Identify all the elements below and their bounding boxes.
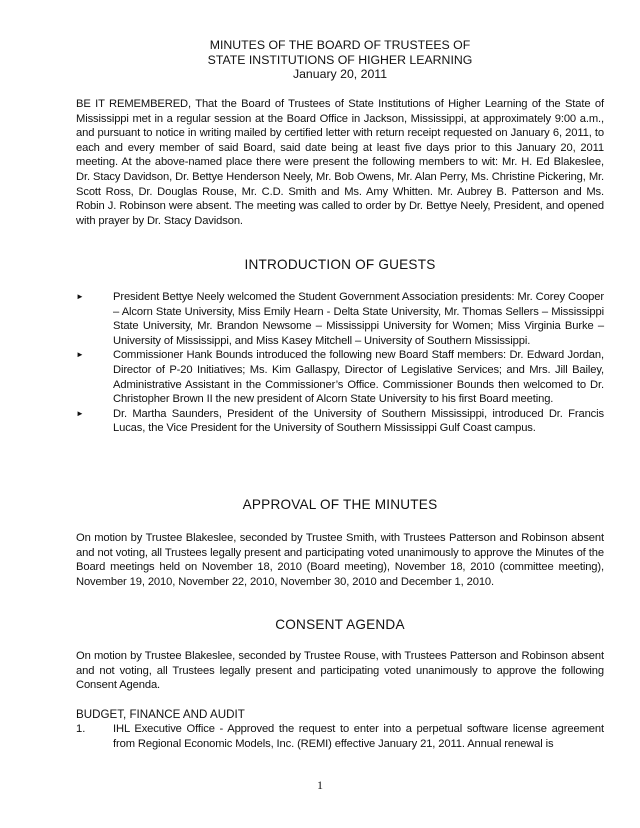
guest-item-text: Commissioner Hank Bounds introduced the following new Board Staff members: Dr. Edward Jordan, Director of P-20 Initiatives; Ms. Kim Gallaspy, Director of Legislative Services; and Mrs. Jill Bailey, Administrative Assistant in the Commissioner’s Office. Commissioner Bounds then welcomed to Dr. Christopher Brown II the new president of Alcorn State University to his first Board meeting. — [113, 349, 604, 406]
item-number: 1. — [76, 723, 86, 735]
guests-list — [76, 290, 604, 436]
bullet-icon: ► — [76, 350, 84, 360]
guest-item-text: Dr. Martha Saunders, President of the University of Southern Mississippi, introduced Dr. Francis Lucas, the Vice President for the University of Southern Mississippi Gulf Coast campus. — [113, 407, 604, 435]
bullet-icon: ► — [76, 292, 84, 301]
budget-finance-audit-heading: BUDGET, FINANCE AND AUDIT — [76, 708, 245, 721]
minutes-header — [76, 38, 604, 82]
meeting-date: January 20, 2011 — [292, 67, 388, 81]
guests-section-title: INTRODUCTION OF GUESTS — [244, 257, 436, 272]
list-item — [76, 348, 604, 406]
list-item — [76, 407, 604, 436]
minutes-section-title: APPROVAL OF THE MINUTES — [242, 497, 438, 512]
header-line-2: STATE INSTITUTIONS OF HIGHER LEARNING — [207, 52, 473, 67]
consent-item-1 — [76, 722, 604, 751]
page-number: 1 — [317, 778, 323, 792]
item-text: IHL Executive Office - Approved the request to enter into a perpetual software license agreement from Regional Economic Models, Inc. (REMI) effective January 21, 2011. Annual renewal is — [113, 723, 604, 750]
header-line-1: MINUTES OF THE BOARD OF TRUSTEES OF — [209, 38, 471, 52]
opening-paragraph: BE IT REMEMBERED, That the Board of Trustees of State Institutions of Higher Learning of the State of Mississippi met in a regular session at the Board Office in Jackson, Mississippi, at approximately 9:00 a.m., and pursuant to notice in writing mailed by certified letter with return receipt requested on January 6, 2011, to each and every member of said Board, said date being at least five days prior to this January 20, 2011 meeting. At the above-named place there were present the following members to wit: Mr. H. Ed Blakeslee, Dr. Stacy Davidson, Dr. Bettye Henderson Neely, Mr. Bob Owens, Mr. Alan Perry, Ms. Christine Pickering, Mr. Scott Ross, Dr. Douglas Rouse, Mr. C.D. Smith and Ms. Amy Whitten. Mr. Aubrey B. Patterson and Ms. Robin J. Robinson were absent. The meeting was called to order by Dr. Bettye Neely, President, and opened with prayer by Dr. Stacy Davidson. — [76, 98, 604, 227]
list-item — [76, 290, 604, 348]
consent-section-title: CONSENT AGENDA — [275, 617, 405, 632]
bullet-icon: ► — [76, 408, 84, 418]
consent-paragraph: On motion by Trustee Blakeslee, seconded by Trustee Rouse, with Trustees Patterson and Robinson absent and not voting, all Trustees legally present and participating voted unanimously to approve the following Consent Agenda. — [76, 650, 604, 692]
minutes-paragraph: On motion by Trustee Blakeslee, seconded by Trustee Smith, with Trustees Patterson and Robinson absent and not voting, all Trustees legally present and participating voted unanimously to approve the Minutes of the Board meetings held on November 18, 2010 (Board meeting), November 18, 2010 (committee meeting), November 19, 2010, November 22, 2010, November 30, 2010 and December 1, 2010. — [76, 532, 604, 588]
guest-item-text: President Bettye Neely welcomed the Student Government Association presidents: Mr. Corey Cooper – Alcorn State University, Miss Emily Hearn - Delta State University, Mr. Thomas Sellers – Mississippi State University, Mr. Brandon Newsome – Mississippi University for Women; Miss Virginia Burke – University of Mississippi, and Miss Kasey Mitchell – University of Southern Mississippi. — [113, 291, 604, 347]
